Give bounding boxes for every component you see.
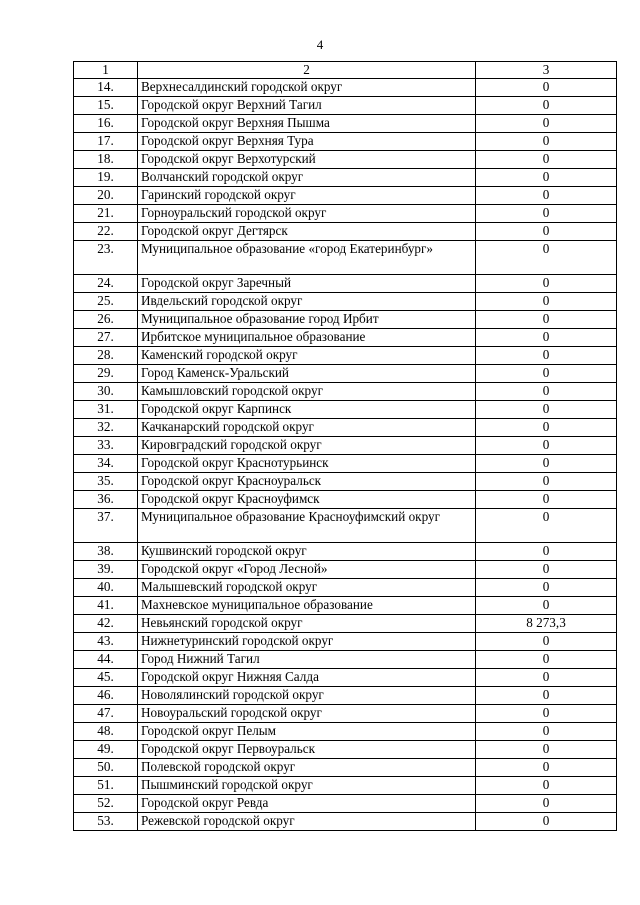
- municipality-name: Верхнесалдинский городской округ: [138, 79, 476, 97]
- row-value: 8 273,3: [476, 615, 617, 633]
- municipality-name: Городской округ Карпинск: [138, 401, 476, 419]
- row-number: 30.: [74, 383, 138, 401]
- row-value: 0: [476, 401, 617, 419]
- municipality-name: Городской округ Заречный: [138, 275, 476, 293]
- row-number: 29.: [74, 365, 138, 383]
- municipality-name: Город Нижний Тагил: [138, 651, 476, 669]
- row-value: 0: [476, 723, 617, 741]
- municipality-name: Махневское муниципальное образование: [138, 597, 476, 615]
- page-number: 4: [316, 37, 324, 52]
- table-row: [74, 455, 617, 473]
- table-row: [74, 151, 617, 169]
- row-value: 0: [476, 687, 617, 705]
- table-row: [74, 329, 617, 347]
- row-value: 0: [476, 223, 617, 241]
- row-number: 48.: [74, 723, 138, 741]
- municipality-name: Городской округ Верхняя Пышма: [138, 115, 476, 133]
- row-value: 0: [476, 509, 617, 543]
- row-value: 0: [476, 311, 617, 329]
- row-number: 22.: [74, 223, 138, 241]
- row-value: 0: [476, 169, 617, 187]
- row-value: 0: [476, 115, 617, 133]
- row-number: 26.: [74, 311, 138, 329]
- row-value: 0: [476, 365, 617, 383]
- municipality-name: Камышловский городской округ: [138, 383, 476, 401]
- municipality-name: Городской округ Нижняя Салда: [138, 669, 476, 687]
- municipality-name: Кушвинский городской округ: [138, 543, 476, 561]
- municipality-name: Городской округ Верхняя Тура: [138, 133, 476, 151]
- row-number: 38.: [74, 543, 138, 561]
- row-number: 35.: [74, 473, 138, 491]
- row-number: 39.: [74, 561, 138, 579]
- row-value: 0: [476, 437, 617, 455]
- row-number: 31.: [74, 401, 138, 419]
- row-value: 0: [476, 491, 617, 509]
- row-value: 0: [476, 705, 617, 723]
- row-number: 53.: [74, 813, 138, 831]
- row-value: 0: [476, 813, 617, 831]
- row-value: 0: [476, 205, 617, 223]
- table-row: [74, 223, 617, 241]
- table-row: [74, 491, 617, 509]
- municipality-name: Волчанский городской округ: [138, 169, 476, 187]
- table-row: [74, 169, 617, 187]
- row-number: 44.: [74, 651, 138, 669]
- table-row: [74, 187, 617, 205]
- table-row: [74, 401, 617, 419]
- column-header-2: 2: [138, 62, 476, 79]
- municipality-name: Пышминский городской округ: [138, 777, 476, 795]
- row-value: 0: [476, 383, 617, 401]
- row-value: 0: [476, 151, 617, 169]
- table-row: [74, 633, 617, 651]
- municipality-name: Городской округ «Город Лесной»: [138, 561, 476, 579]
- table-row: [74, 615, 617, 633]
- municipality-name: Малышевский городской округ: [138, 579, 476, 597]
- municipality-name: Городской округ Дегтярск: [138, 223, 476, 241]
- municipality-name: Городской округ Красноуфимск: [138, 491, 476, 509]
- municipality-name: Муниципальное образование «город Екатеринбург»: [138, 241, 476, 275]
- table-row: [74, 543, 617, 561]
- municipality-name: Горноуральский городской округ: [138, 205, 476, 223]
- row-number: 45.: [74, 669, 138, 687]
- row-value: 0: [476, 97, 617, 115]
- table-row: [74, 509, 617, 543]
- table-body: [74, 62, 617, 831]
- table-header-row: [74, 62, 617, 79]
- municipality-name: Нижнетуринский городской округ: [138, 633, 476, 651]
- row-value: 0: [476, 579, 617, 597]
- row-value: 0: [476, 795, 617, 813]
- row-value: 0: [476, 187, 617, 205]
- row-number: 49.: [74, 741, 138, 759]
- municipality-name: Город Каменск-Уральский: [138, 365, 476, 383]
- row-value: 0: [476, 651, 617, 669]
- row-number: 27.: [74, 329, 138, 347]
- row-number: 14.: [74, 79, 138, 97]
- municipal-table: [73, 61, 617, 831]
- row-value: 0: [476, 543, 617, 561]
- row-number: 40.: [74, 579, 138, 597]
- table-row: [74, 347, 617, 365]
- row-value: 0: [476, 455, 617, 473]
- row-number: 15.: [74, 97, 138, 115]
- table-row: [74, 133, 617, 151]
- row-value: 0: [476, 133, 617, 151]
- table-row: [74, 561, 617, 579]
- row-value: 0: [476, 275, 617, 293]
- municipality-name: Муниципальное образование город Ирбит: [138, 311, 476, 329]
- row-value: 0: [476, 669, 617, 687]
- row-number: 18.: [74, 151, 138, 169]
- row-number: 36.: [74, 491, 138, 509]
- table-row: [74, 813, 617, 831]
- table-row: [74, 115, 617, 133]
- municipality-name: Городской округ Первоуральск: [138, 741, 476, 759]
- municipality-name: Кировградский городской округ: [138, 437, 476, 455]
- row-number: 33.: [74, 437, 138, 455]
- table-row: [74, 205, 617, 223]
- municipality-name: Режевской городской округ: [138, 813, 476, 831]
- row-value: 0: [476, 293, 617, 311]
- municipality-name: Городской округ Краснотурьинск: [138, 455, 476, 473]
- municipality-name: Новоуральский городской округ: [138, 705, 476, 723]
- row-number: 41.: [74, 597, 138, 615]
- row-number: 17.: [74, 133, 138, 151]
- row-number: 51.: [74, 777, 138, 795]
- table-row: [74, 579, 617, 597]
- table-row: [74, 795, 617, 813]
- municipality-name: Ирбитское муниципальное образование: [138, 329, 476, 347]
- row-value: 0: [476, 473, 617, 491]
- row-value: 0: [476, 777, 617, 795]
- row-value: 0: [476, 419, 617, 437]
- municipality-name: Полевской городской округ: [138, 759, 476, 777]
- row-number: 46.: [74, 687, 138, 705]
- table-row: [74, 669, 617, 687]
- municipality-name: Городской округ Верхний Тагил: [138, 97, 476, 115]
- municipality-name: Ивдельский городской округ: [138, 293, 476, 311]
- table-row: [74, 759, 617, 777]
- row-value: 0: [476, 759, 617, 777]
- table-row: [74, 437, 617, 455]
- column-header-3: 3: [476, 62, 617, 79]
- row-number: 21.: [74, 205, 138, 223]
- row-value: 0: [476, 597, 617, 615]
- table-row: [74, 365, 617, 383]
- row-value: 0: [476, 329, 617, 347]
- row-number: 24.: [74, 275, 138, 293]
- table-row: [74, 597, 617, 615]
- row-number: 37.: [74, 509, 138, 543]
- row-number: 28.: [74, 347, 138, 365]
- municipality-name: Городской округ Красноуральск: [138, 473, 476, 491]
- municipality-name: Гаринский городской округ: [138, 187, 476, 205]
- row-value: 0: [476, 741, 617, 759]
- table-row: [74, 311, 617, 329]
- row-value: 0: [476, 79, 617, 97]
- table-row: [74, 419, 617, 437]
- row-number: 20.: [74, 187, 138, 205]
- table-row: [74, 293, 617, 311]
- row-value: 0: [476, 347, 617, 365]
- table-row: [74, 383, 617, 401]
- municipality-name: Городской округ Верхотурский: [138, 151, 476, 169]
- municipality-name: Невьянский городской округ: [138, 615, 476, 633]
- municipality-name: Муниципальное образование Красноуфимский округ: [138, 509, 476, 543]
- table-row: [74, 777, 617, 795]
- row-number: 34.: [74, 455, 138, 473]
- municipality-name: Новолялинский городской округ: [138, 687, 476, 705]
- row-value: 0: [476, 633, 617, 651]
- table-row: [74, 79, 617, 97]
- table-row: [74, 97, 617, 115]
- row-number: 47.: [74, 705, 138, 723]
- row-number: 43.: [74, 633, 138, 651]
- row-number: 23.: [74, 241, 138, 275]
- row-number: 16.: [74, 115, 138, 133]
- column-header-1: 1: [74, 62, 138, 79]
- table-row: [74, 705, 617, 723]
- table-row: [74, 741, 617, 759]
- row-number: 52.: [74, 795, 138, 813]
- table-row: [74, 275, 617, 293]
- row-value: 0: [476, 241, 617, 275]
- table-row: [74, 723, 617, 741]
- row-number: 19.: [74, 169, 138, 187]
- row-number: 50.: [74, 759, 138, 777]
- row-number: 25.: [74, 293, 138, 311]
- table-row: [74, 241, 617, 275]
- municipality-name: Каменский городской округ: [138, 347, 476, 365]
- municipality-name: Городской округ Пелым: [138, 723, 476, 741]
- municipality-name: Городской округ Ревда: [138, 795, 476, 813]
- table-row: [74, 687, 617, 705]
- row-number: 42.: [74, 615, 138, 633]
- row-number: 32.: [74, 419, 138, 437]
- table-row: [74, 651, 617, 669]
- table-row: [74, 473, 617, 491]
- municipality-name: Качканарский городской округ: [138, 419, 476, 437]
- row-value: 0: [476, 561, 617, 579]
